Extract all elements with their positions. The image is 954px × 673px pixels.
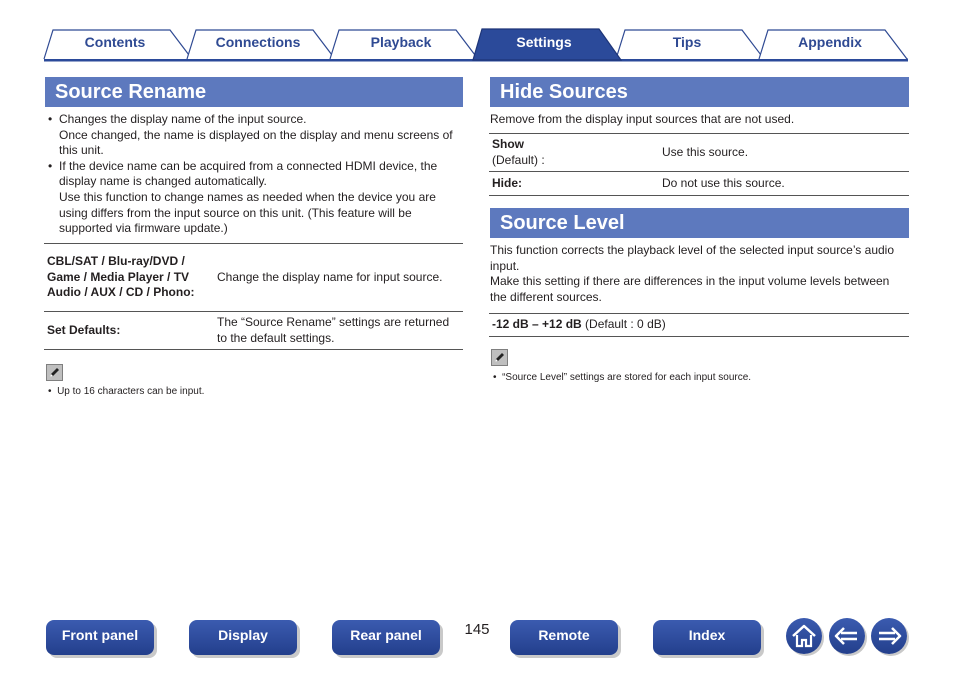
source-level-note: • “Source Level” settings are stored for each input source.: [493, 372, 752, 383]
table-row: CBL/SAT / Blu-ray/DVD / Game / Media Player / TV Audio / AUX / CD / Phono: Change the display name for input source.: [44, 244, 463, 312]
pencil-note-icon: [46, 364, 63, 381]
table-row: Set Defaults: The “Source Rename” settings are returned to the default settings.: [44, 312, 463, 350]
source-rename-heading: Source Rename: [45, 77, 463, 107]
tab-playback[interactable]: Playback: [370, 34, 432, 50]
page-number: 145: [464, 621, 490, 638]
source-level-table: [489, 313, 909, 337]
table-row: -12 dB – +12 dB (Default : 0 dB): [489, 314, 909, 337]
arrow-right-icon: [871, 618, 907, 654]
pencil-note-icon: [491, 349, 508, 366]
home-button[interactable]: [786, 618, 822, 654]
index-button[interactable]: Index: [653, 620, 761, 655]
source-level-heading: Source Level: [490, 208, 909, 238]
hide-sources-intro: Remove from the display input sources that are not used.: [490, 112, 795, 126]
source-rename-note: • Up to 16 characters can be input.: [48, 386, 205, 397]
hide-sources-table: [489, 133, 909, 196]
tab-tips[interactable]: Tips: [672, 34, 702, 50]
tab-bar: [0, 0, 954, 62]
hide-sources-heading: Hide Sources: [490, 77, 909, 107]
source-rename-table: [44, 243, 463, 350]
rear-panel-button[interactable]: Rear panel: [332, 620, 440, 655]
source-rename-bullets: [45, 112, 463, 237]
table-row: Hide: Do not use this source.: [489, 172, 909, 196]
arrow-left-icon: [829, 618, 865, 654]
list-item: • If the device name can be acquired from a connected HDMI device, the display name is changed automatically. Use this function to change names as needed when the device you are using differs from the input source on this unit. (This feature will be supported via firmware update.): [45, 159, 463, 237]
tab-settings[interactable]: Settings: [516, 34, 572, 50]
tab-connections[interactable]: Connections: [215, 34, 301, 50]
back-button[interactable]: [829, 618, 865, 654]
list-item: • Changes the display name of the input source. Once changed, the name is displayed on the display and menu screens of this unit.: [45, 112, 463, 159]
tab-contents[interactable]: Contents: [84, 34, 146, 50]
forward-button[interactable]: [871, 618, 907, 654]
source-level-intro: This function corrects the playback level of the selected input source’s audio input. Make this setting if there are differences in the input volume levels between the different sources.: [490, 243, 895, 304]
remote-button[interactable]: Remote: [510, 620, 618, 655]
display-button[interactable]: Display: [189, 620, 297, 655]
front-panel-button[interactable]: Front panel: [46, 620, 154, 655]
home-icon: [786, 618, 822, 654]
tab-appendix[interactable]: Appendix: [798, 34, 862, 50]
tab-shapes: [0, 0, 954, 62]
table-row: Show (Default) : Use this source.: [489, 134, 909, 172]
